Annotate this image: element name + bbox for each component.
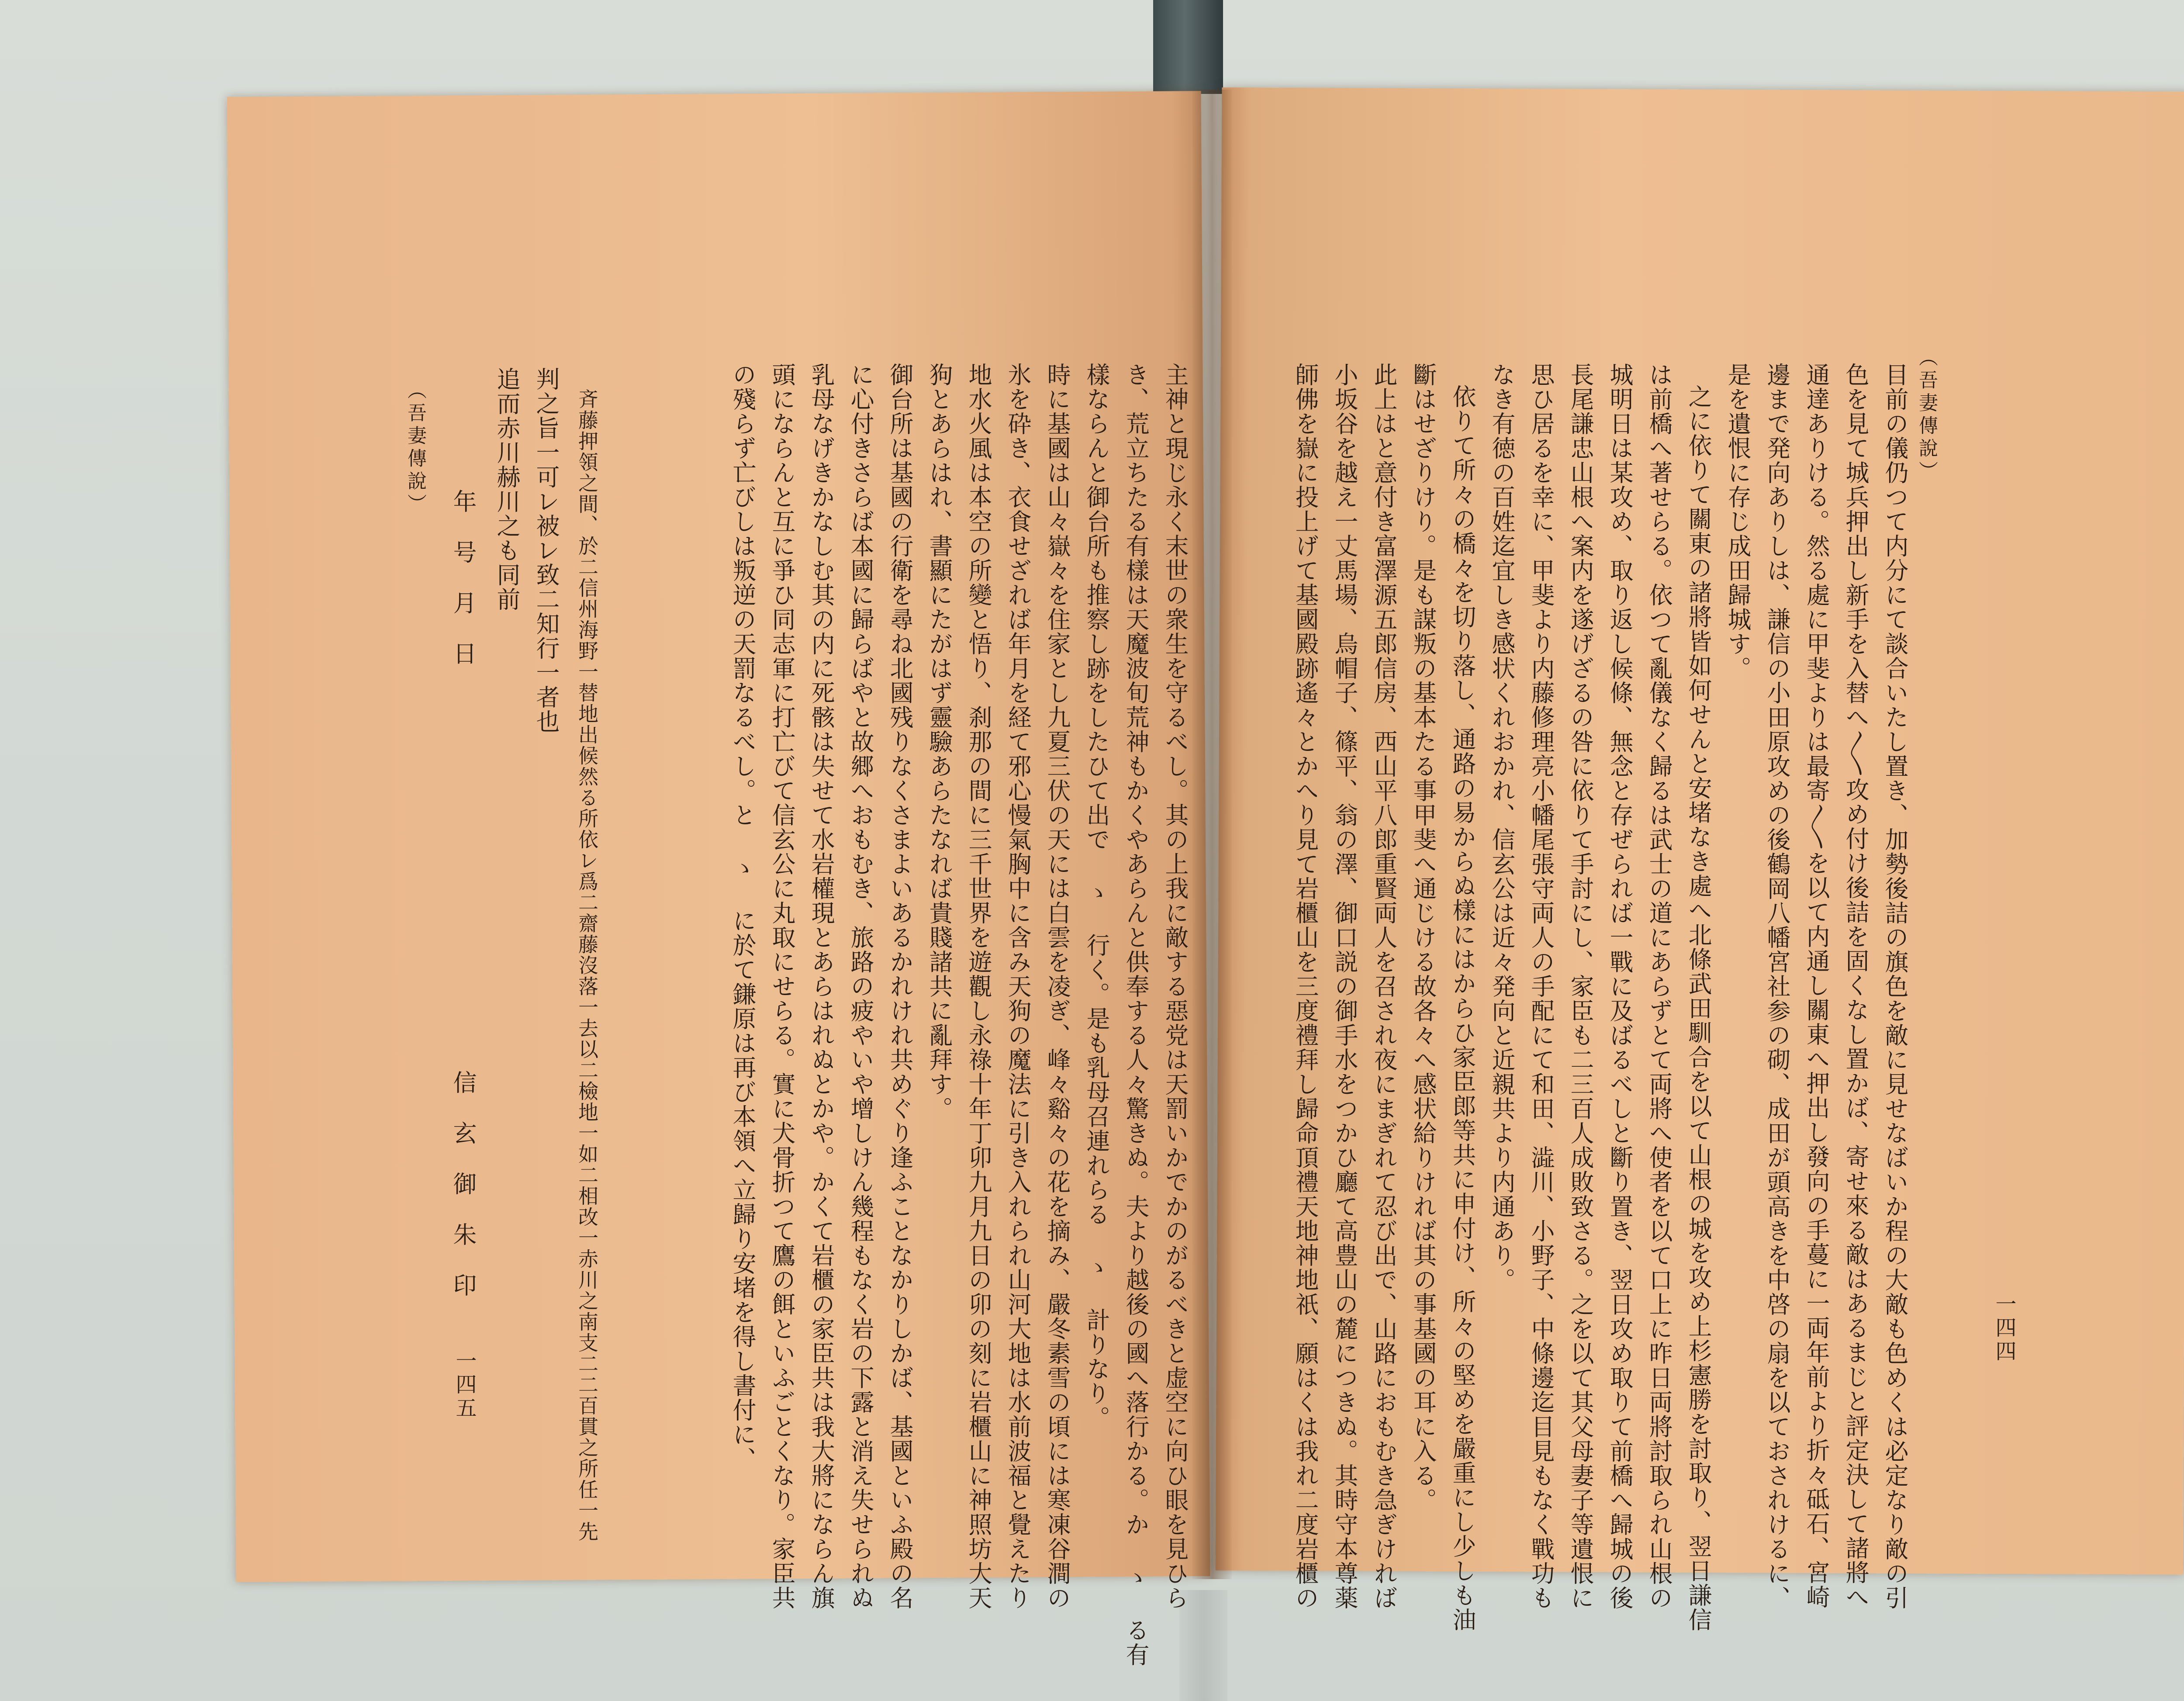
right-page-line-11: なき有徳の百姓迄宜しき感状くれおかれ、信玄公は近々発向と近親共より内通あり。 xyxy=(1488,363,1516,1292)
book-spine-top xyxy=(1153,0,1223,94)
left-page-line-10: 乳母なげきかなしむ其の内に死骸は失せて水岩權現とあらはれぬとかや。かくて岩櫃の家臣共は我大將にならん旗 xyxy=(808,363,835,1610)
right-page-line-1: 目前の儀仍つて内分にて談合いたし置き、加勢後詰の旗色を敵に見せなばいか程の大敵も色めくは必定なり敵の引 xyxy=(1881,363,1909,1610)
gutter-shadow xyxy=(1192,90,1232,1579)
left-page-line-12: の殘らず亡びしは叛逆の天罰なるべし。と ゝ に於て鎌原は再び本領へ立歸り安堵を得し書付に、 xyxy=(729,363,757,1471)
right-page-line-16: 師佛を嶽に投上げて基國殿跡遙々とかへり見て岩櫃山を三度禮拜し歸命頂禮天地神地祇、願はくは我れ二度岩櫃の xyxy=(1292,363,1319,1610)
left-page-number: 一四五 xyxy=(452,1350,477,1421)
right-page-line-3: 通達ありける。然る處に甲斐よりは最寄〳〵を以て内通し關東へ押出し發向の手蔓に一両年前より折々砥石、宮崎 xyxy=(1803,363,1830,1609)
left-page-header: （吾妻傳說） xyxy=(404,380,426,516)
right-page-line-7: は前橋へ著せらる。依つて亂儀なく歸るは武士の道にあらずとて両將へ使者を以て口上に昨日両將討取られ山根の xyxy=(1645,363,1673,1610)
left-page-line-11: 頭にならんと互に爭ひ同志軍に打亡びて信玄公に丸取にせらる。實に犬骨折つて鷹の餌といふごとくなり。家臣共 xyxy=(768,363,796,1610)
left-page-line-4: 時に基國は山々嶽々を住家とし九夏三伏の天には白雲を凌ぎ、峰々谿々の花を摘み、嚴冬素雪の頃には寒凍谷澗の xyxy=(1044,363,1071,1610)
left-page-line-14: 判之旨一可レ被レ致二知行一者也 xyxy=(532,367,560,734)
left-page-line-5: 氷を砕き、衣食せざれば年月を経て邪心慢氣胸中に含み天狗の魔法に引き入れられ山河大地は水前波福と覺えたり xyxy=(1004,363,1032,1610)
right-page-header: （吾妻傳說） xyxy=(1915,347,1938,484)
left-page-line-1: 主神と現じ永く末世の衆生を守るべし。其の上我に敵する惡党は天罰いかでかのがるべきと虚空に向ひ眼を見ひら xyxy=(1161,363,1189,1610)
right-page-number: 一四四 xyxy=(1992,1293,2016,1364)
left-page-line-15: 追而赤川赫川之も同前 xyxy=(493,367,521,612)
right-page-line-12: 依りて所々の橋々を切り落し、通路の易からぬ樣にはからひ家臣郎等共に申付け、所々の堅めを嚴重にし少しも油 xyxy=(1449,384,1476,1632)
right-page-line-4: 邊まで発向ありしは、謙信の小田原攻めの後鶴岡八幡宮社参の砌、成田が頭高きを中啓の扇を以ておされけるに、 xyxy=(1763,363,1791,1610)
right-page-line-15: 小坂谷を越え一丈馬場、烏帽子、篠平、翁の澤、御口説の御手水をつかひ廳て高豊山の麓につきぬ。其時守本尊薬 xyxy=(1331,363,1358,1610)
right-page-line-9: 長尾謙忠山根へ案内を遂げざるの咎に依りて手討にし、家臣も二三百人成敗致さる。之を以て其父母妻子等遺恨に xyxy=(1567,363,1594,1610)
left-page-line-3: 樣ならんと御台所も推察し跡をしたひて出で ゝ 行く。是も乳母召連れらる ゝ 計りなり。 xyxy=(1083,363,1110,1430)
left-page-line-9: に心付きさらば本國に歸らばやと故郷へおもむき、旅路の疲やいや增しけん幾程もなく岩の下露と消え失せられぬ xyxy=(847,363,874,1610)
left-page-date-line: 年号月日 xyxy=(449,489,477,692)
right-page-line-13: 斷はせざりけり。是も謀叛の基本たる事甲斐へ通じける故各々へ感状給りければ其の事基國の耳に入る。 xyxy=(1410,363,1437,1512)
left-page-signature: 信玄御朱印 xyxy=(449,1070,477,1324)
right-page-line-6: 之に依りて關東の諸將皆如何せんと安堵なき處へ北條武田馴合を以て山根の城を攻め上杉憲勝を討取り、翌日謙信 xyxy=(1685,384,1712,1632)
left-page-line-2: き、荒立ちたる有樣は天魔波旬荒神もかくやあらんと供奉する人々驚きぬ。夫より越後の國へ落行かる。か ゝ る有 xyxy=(1122,363,1150,1667)
left-page-line-8: 御台所は基國の行衛を尋ね北國残りなくさまよいあるかれけれ共めぐり逢ふことなかりしかば、基國といふ殿の名 xyxy=(886,363,914,1610)
right-page-line-2: 色を見て城兵押出し新手を入替へ〳〵攻め付け後詰を固くなし置かば、寄せ來る敵はあるまじと評定決して諸將へ xyxy=(1842,363,1870,1609)
right-page-line-10: 思ひ居るを幸に、甲斐より内藤修理亮小幡尾張守両人の手配にて和田、澁川、小野子、中條邊迄目見もなく戰功も xyxy=(1527,363,1555,1610)
right-page-line-8: 城明日は某攻め、取り返し候條、無念と存ぜられば一戰に及ばるべしと斷り置き、翌日攻め取りて前橋へ歸城の後 xyxy=(1606,363,1634,1610)
right-page-line-5: 是を遺恨に存じ成田歸城す。 xyxy=(1724,363,1752,681)
left-page-line-7: 狗とあらはれ、書顯にたがはず靈驗あらたなれば貴賤諸共に亂拜す。 xyxy=(926,363,953,1121)
right-page-line-14: 此上はと意付き富澤源五郎信房、西山平八郎重賢両人を召され夜にまぎれて忍び出で、山路におもむき急ぎければ xyxy=(1370,363,1398,1610)
left-page-line-6: 地水火風は本空の所變と悟り、刹那の間に三千世界を遊觀し永祿十年丁卯九月九日の卯の刻に岩櫃山に神照坊大天 xyxy=(965,363,992,1610)
left-page-line-13: 斉藤押領之間、於二信州海野一替地出候然る所依レ爲二齋藤沒落一去以二檢地一如二相改一赤川之南支二二百貫之所任一先 xyxy=(575,389,599,1542)
